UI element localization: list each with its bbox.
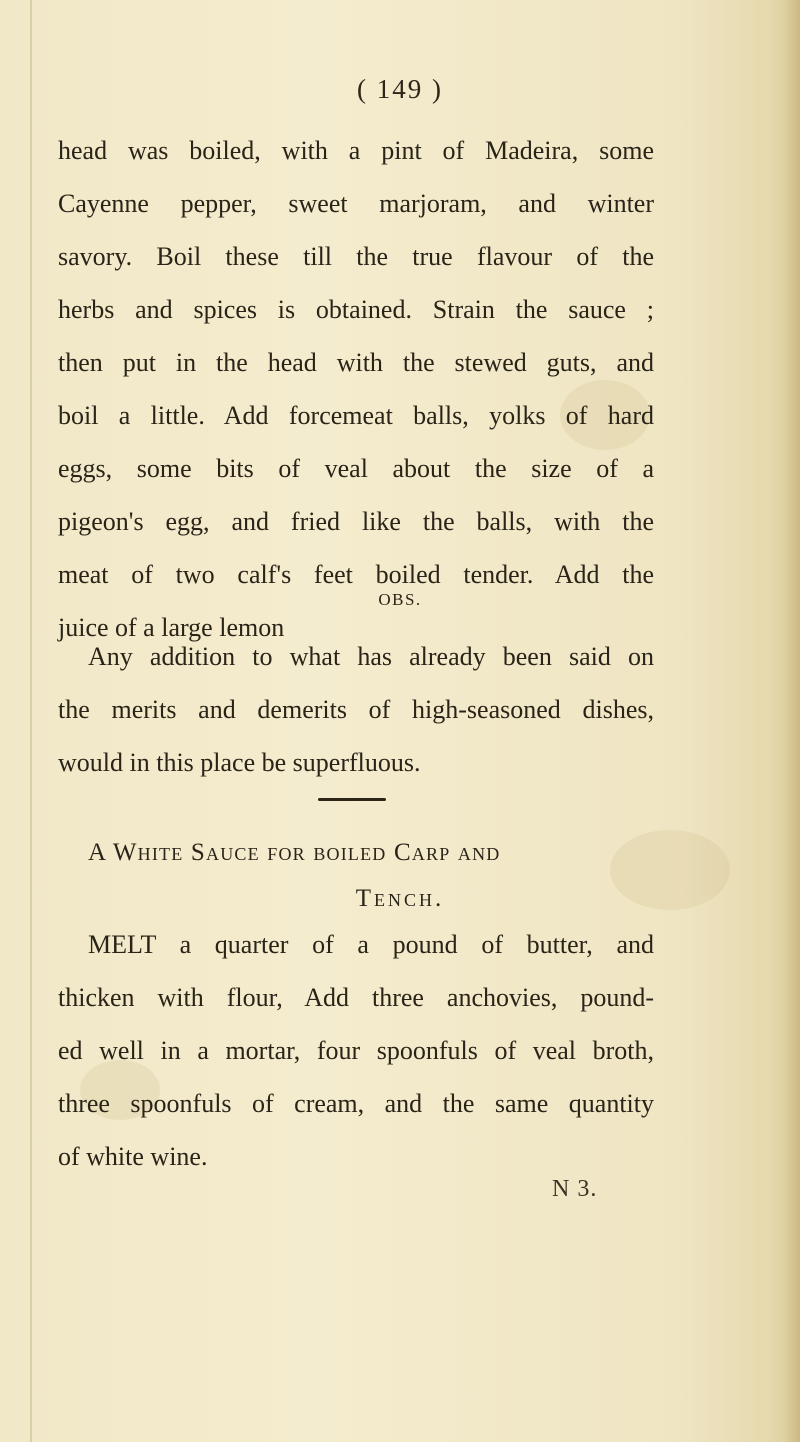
- catchword: N 3.: [552, 1176, 598, 1202]
- text-line: of white wine.: [58, 1142, 208, 1171]
- text-line: thicken with flour, Add three anchovies, pound-: [58, 983, 654, 1012]
- text-line: MELT a quarter of a pound of butter, and: [88, 930, 654, 959]
- text-line: herbs and spices is obtained. Strain the sauce ;: [58, 295, 654, 324]
- text-line: juice of a large lemon: [58, 613, 285, 642]
- section-title-continued: Tench.: [355, 885, 445, 912]
- text-line: Any addition to what has already been said on: [88, 642, 654, 671]
- text-line: ed well in a mortar, four spoonfuls of veal broth,: [58, 1036, 654, 1065]
- text-line: eggs, some bits of veal about the size of a: [58, 454, 654, 483]
- text-line: boil a little. Add forcemeat balls, yolks of hard: [58, 401, 654, 430]
- text-line: Cayenne pepper, sweet marjoram, and winter: [58, 189, 654, 218]
- section-divider: [318, 798, 386, 801]
- page-right-edge: [786, 0, 800, 1442]
- paragraph-observation: [58, 630, 654, 789]
- page-number: ( 149 ): [357, 74, 443, 104]
- paragraph-recipe-end: [58, 124, 654, 654]
- text-line: head was boiled, with a pint of Madeira, some: [58, 136, 654, 165]
- paragraph-white-sauce: [58, 918, 654, 1183]
- obs-heading: OBS.: [378, 590, 422, 609]
- text-line: would in this place be superfluous.: [58, 748, 421, 777]
- text-line: then put in the head with the stewed guts, and: [58, 348, 654, 377]
- text-line: three spoonfuls of cream, and the same quantity: [58, 1089, 654, 1118]
- page-left-edge: [30, 0, 32, 1442]
- section-title: A White Sauce for boiled Carp and: [88, 839, 501, 866]
- text-line: meat of two calf's feet boiled tender. Add the: [58, 560, 654, 589]
- text-line: the merits and demerits of high-seasoned dishes,: [58, 695, 654, 724]
- text-line: pigeon's egg, and fried like the balls, with the: [58, 507, 654, 536]
- text-line: savory. Boil these till the true flavour of the: [58, 242, 654, 271]
